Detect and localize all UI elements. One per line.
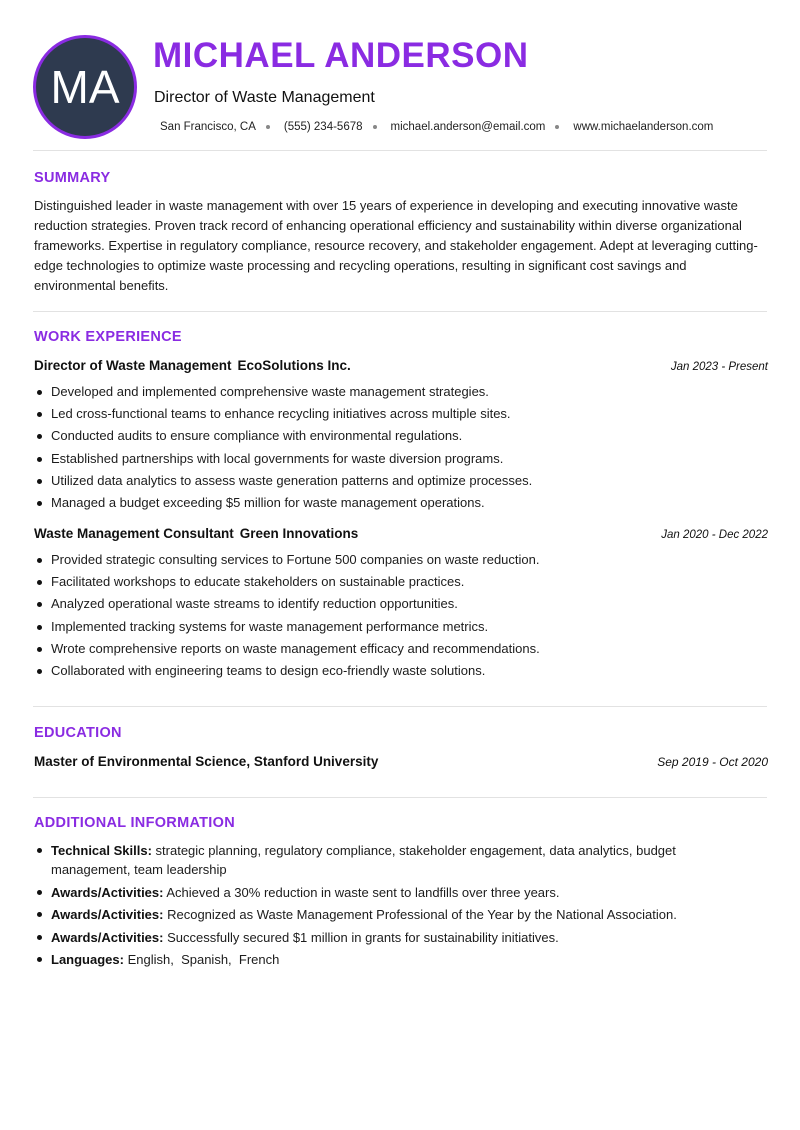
list-item — [34, 841, 734, 879]
avatar-initials: MA — [50, 61, 120, 113]
list-item: Collaborated with engineering teams to design eco-friendly waste solutions. — [34, 660, 768, 682]
job-header — [34, 358, 768, 373]
item-label: Technical Skills: — [51, 843, 152, 858]
item-label: Awards/Activities: — [51, 907, 164, 922]
contact-location — [160, 121, 284, 133]
job-bullets — [34, 381, 768, 514]
list-item: Utilized data analytics to assess waste generation patterns and optimize processes. — [34, 470, 768, 492]
item-text: Successfully secured $1 million in grants for sustainability initiatives. — [167, 929, 559, 945]
item-text: English, Spanish, French — [127, 952, 280, 967]
avatar — [33, 35, 137, 139]
divider — [33, 797, 767, 798]
item-label: Awards/Activities: — [51, 929, 164, 945]
experience-heading: WORK EXPERIENCE — [34, 329, 182, 345]
contact-email — [391, 121, 574, 133]
item-text: strategic planning, regulatory compliance, stakeholder engagement, data analytics, budget management, team leadership — [51, 843, 676, 877]
candidate-name: MICHAEL ANDERSON — [153, 36, 529, 75]
list-item: Implemented tracking systems for waste management performance metrics. — [34, 616, 768, 638]
contact-info — [160, 121, 713, 133]
job-dates: Jan 2023 - Present — [670, 361, 768, 373]
job-company: EcoSolutions Inc. — [237, 358, 351, 373]
job-role-line — [34, 526, 358, 541]
job-company: Green Innovations — [239, 526, 359, 541]
item-label: Languages: — [51, 952, 124, 967]
job-dates: Jan 2020 - Dec 2022 — [661, 529, 768, 541]
list-item: Wrote comprehensive reports on waste management efficacy and recommendations. — [34, 638, 768, 660]
location-text: San Francisco, CA — [160, 121, 256, 133]
summary-text: Distinguished leader in waste management with over 15 years of experience in developing and executing innovative waste reduction strategies. Proven track record of enhancing operational efficiency and sustainability within diverse organizational frameworks. Expertise in regulatory compliance, resource recovery, and stakeholder engagement. Adept at leveraging cutting-edge technologies to optimize waste processing and recycling operations, resulting in significant cost savings and environmental benefits. — [34, 198, 758, 293]
item-text: Achieved a 30% reduction in waste sent to landfills over three years. — [166, 884, 560, 900]
job-role: Waste Management Consultant — [34, 526, 234, 541]
list-item: Analyzed operational waste streams to identify reduction opportunities. — [34, 593, 768, 615]
contact-website — [573, 121, 713, 133]
separator-dot — [266, 125, 270, 129]
divider — [33, 150, 767, 151]
education-dates: Sep 2019 - Oct 2020 — [657, 755, 768, 769]
list-item: Led cross-functional teams to enhance recycling initiatives across multiple sites. — [34, 403, 768, 425]
phone-text[interactable]: (555) 234-5678 — [283, 121, 363, 133]
list-item: Provided strategic consulting services to Fortune 500 companies on waste reduction. — [34, 549, 768, 571]
email-link[interactable]: michael.anderson@email.com — [390, 121, 546, 133]
list-item: Developed and implemented comprehensive waste management strategies. — [34, 381, 768, 403]
education-degree: Master of Environmental Science, Stanford University — [34, 754, 379, 769]
job-role-line — [34, 358, 351, 373]
job-role: Director of Waste Management — [34, 358, 232, 373]
job-header — [34, 526, 768, 541]
education-heading: EDUCATION — [34, 725, 122, 741]
summary-heading: SUMMARY — [34, 170, 111, 186]
website-link[interactable]: www.michaelanderson.com — [573, 121, 714, 133]
list-item — [34, 928, 734, 947]
list-item — [34, 883, 734, 902]
list-item: Established partnerships with local governments for waste diversion programs. — [34, 448, 768, 470]
list-item — [34, 905, 734, 924]
separator-dot — [555, 125, 559, 129]
education-entry — [34, 754, 768, 769]
list-item: Managed a budget exceeding $5 million for waste management operations. — [34, 492, 768, 514]
list-item — [34, 950, 734, 969]
item-text: Recognized as Waste Management Professional of the Year by the National Association. — [167, 907, 677, 922]
item-label: Awards/Activities: — [51, 884, 164, 900]
divider — [33, 706, 767, 707]
additional-list — [34, 841, 734, 973]
job-bullets — [34, 549, 768, 682]
divider — [33, 311, 767, 312]
separator-dot — [373, 125, 377, 129]
additional-heading: ADDITIONAL INFORMATION — [34, 815, 235, 831]
candidate-title: Director of Waste Management — [154, 89, 375, 106]
list-item: Conducted audits to ensure compliance with environmental regulations. — [34, 425, 768, 447]
list-item: Facilitated workshops to educate stakeholders on sustainable practices. — [34, 571, 768, 593]
contact-phone — [284, 121, 391, 133]
